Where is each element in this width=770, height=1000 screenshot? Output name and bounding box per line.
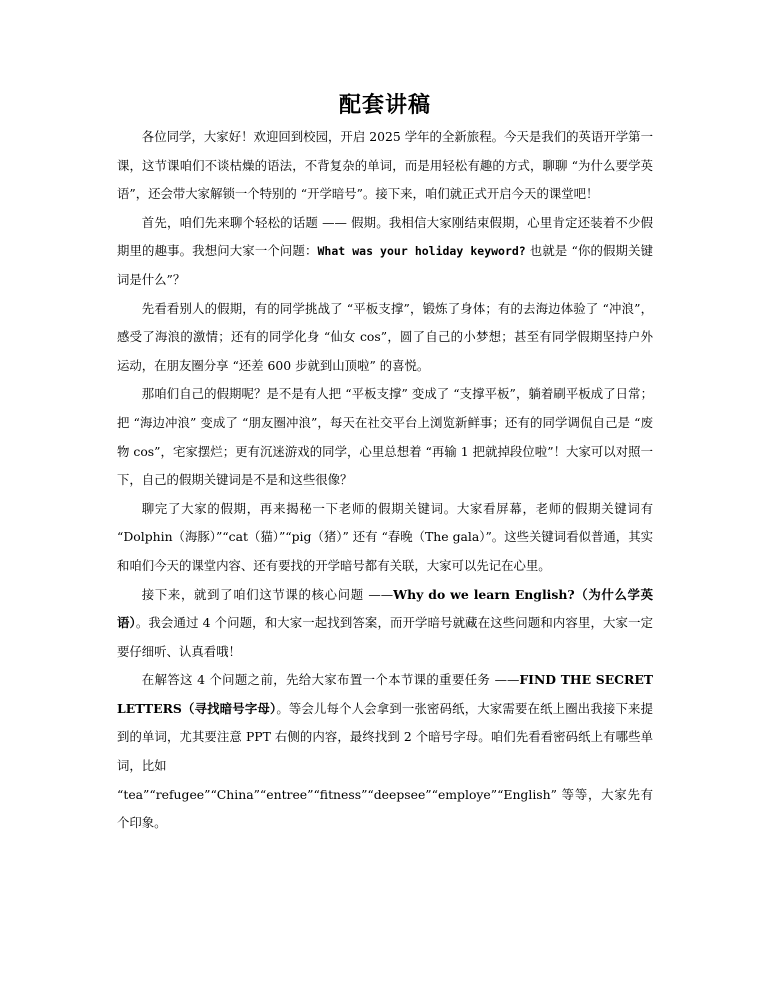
paragraph-text: 在解答这 4 个问题之前，先给大家布置一个本节课的重要任务 —— bbox=[141, 672, 520, 688]
paragraph-intro: 各位同学，大家好！欢迎回到校园，开启 2025 学年的全新旅程。今天是我们的英语开学第一课，这节课咱们不谈枯燥的语法，不背复杂的单词，而是用轻松有趣的方式，聊聊 “为什么要学英语”，还会带大家解锁一个特别的 “开学暗号”。接下来，咱们就正式开启今天的课堂吧！ bbox=[117, 129, 653, 202]
document-body bbox=[117, 123, 653, 838]
paragraph-text: 首先，咱们先来聊个轻松的话题 —— 假期。我相信大家刚结束假期，心里肯定还装着不少假期里的趣事。我想问大家一个问题： bbox=[117, 214, 653, 259]
paragraph-text: 。等会儿每个人会拿到一张密码纸，大家需要在纸上圈出我接下来提到的单词，尤其要注意 PPT 右侧的内容，最终找到 2 个暗号字母。咱们先看看密码纸上有哪些单词，比如 bbox=[117, 700, 653, 774]
english-question: What was your holiday keyword? bbox=[317, 244, 526, 259]
core-question: Why do we learn English?（为什么学英语） bbox=[117, 586, 653, 631]
paragraph-task bbox=[117, 666, 653, 780]
paragraph-text: 也就是 “你的假期关键词是什么”？ bbox=[117, 243, 653, 287]
paragraph-text: 接下来，就到了咱们这节课的核心问题 —— bbox=[141, 586, 394, 602]
paragraph-text: 。我会通过 4 个问题，和大家一起找到答案，而开学暗号就藏在这些问题和内容里，大家一定要仔细听、认真看哦！ bbox=[117, 615, 653, 659]
task-title: FIND THE SECRET LETTERS（寻找暗号字母） bbox=[117, 672, 653, 716]
paragraph-others-holiday: 先看看别人的假期，有的同学挑战了 “平板支撑”，锻炼了身体；有的去海边体验了 “冲浪”，感受了海浪的激情；还有的同学化身 “仙女 cos”，圆了自己的小梦想；甚至有同学假期坚持户外运动，在朋友圈分享 “还差 600 步就到山顶啦” 的喜悦。 bbox=[117, 300, 653, 373]
paragraph-holiday-question bbox=[117, 209, 653, 295]
paragraph-own-holiday: 那咱们自己的假期呢？是不是有人把 “平板支撑” 变成了 “支撑平板”，躺着刷平板成了日常；把 “海边冲浪” 变成了 “朋友圈冲浪”，每天在社交平台上浏览新鲜事；还有的同学调侃自己是 “废物 cos”，宅家摆烂；更有沉迷游戏的同学，心里总想着 “再输 1 把就掉段位啦”！大家可以对照一下，自己的假期关键词是不是和这些很像？ bbox=[117, 386, 653, 488]
page-title: 配套讲稿 bbox=[338, 92, 431, 118]
paragraph-word-list: “tea”“refugee”“China”“entree”“fitness”“deepsee”“employe”“English” 等等，大家先有个印象。 bbox=[117, 786, 653, 831]
paragraph-core-question bbox=[117, 581, 653, 667]
paragraph-teacher-keywords: 聊完了大家的假期，再来揭秘一下老师的假期关键词。大家看屏幕，老师的假期关键词有 “Dolphin（海豚）”“cat（猫）”“pig（猪）” 还有 “春晚（The gala）”。这些关键词看似普通，其实和咱们今天的课堂内容、还有要找的开学暗号都有关联，大家可以先记在心里。 bbox=[117, 500, 653, 573]
